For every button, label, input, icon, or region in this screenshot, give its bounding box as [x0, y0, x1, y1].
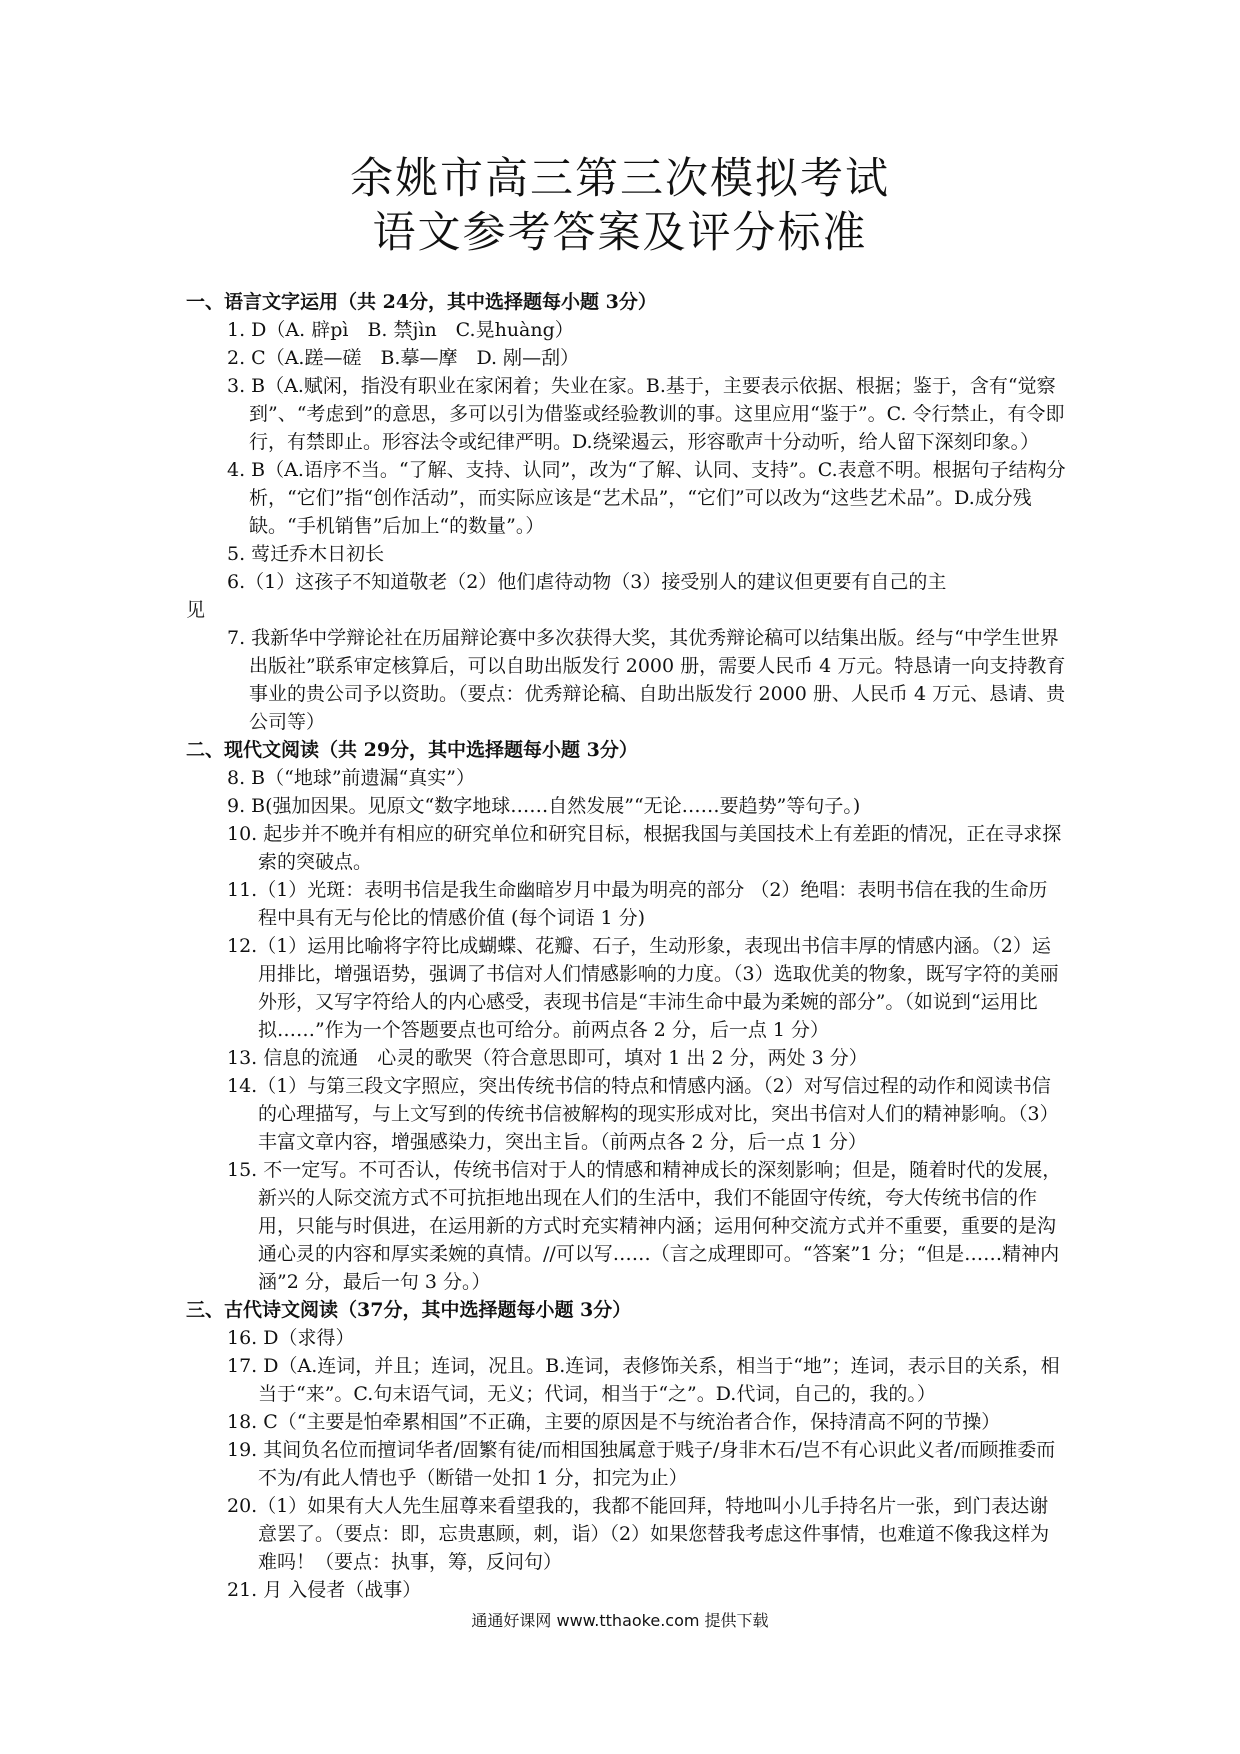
answer-item-6	[186, 568, 1074, 624]
answer-item-2: 2. C（A.蹉—磋 B.摹—摩 D. 剐—刮）	[227, 347, 580, 369]
answer-item-12: 12.（1）运用比喻将字符比成蝴蝶、花瓣、石子，生动形象，表现出书信丰厚的情感内涵。（2）运用排比，增强语势，强调了书信对人们情感影响的力度。（3）选取优美的物象，既写字符的美丽外形，又写字符给人的内心感受，表现书信是“丰沛生命中最为柔婉的部分”。（如说到“运用比拟……”作为一个答题要点也可给分。前两点各 2 分，后一点 1 分）	[227, 935, 1059, 1041]
answer-item-13: 13. 信息的流通 心灵的歌哭（符合意思即可，填对 1 出 2 分，两处 3 分）	[227, 1047, 868, 1069]
section-heading-1: 一、语言文字运用（共 24分，其中选择题每小题 3分）	[186, 291, 657, 313]
answer-item-6-line1: 6.（1）这孩子不知道敬老（2）他们虐待动物（3）接受别人的建议但更要有自己的主	[227, 571, 947, 593]
answer-item-9: 9. B(强加因果。见原文“数字地球……自然发展”“无论……要趋势”等句子。)	[227, 795, 861, 817]
answer-item-15: 15. 不一定写。不可否认，传统书信对于人的情感和精神成长的深刻影响；但是，随着时代的发展，新兴的人际交流方式不可抗拒地出现在人们的生活中，我们不能固守传统，夸大传统书信的作用，只能与时俱进，在运用新的方式时充实精神内涵；运用何种交流方式并不重要，重要的是沟通心灵的内容和厚实柔婉的真情。//可以写……（言之成理即可。“答案”1 分；“但是……精神内涵”2 分，最后一句 3 分。）	[227, 1159, 1062, 1293]
section-heading-2: 二、现代文阅读（共 29分，其中选择题每小题 3分）	[186, 739, 638, 761]
answer-item-19: 19. 其间负名位而擅词华者/固繁有徒/而相国独属意于贱子/身非木石/岂不有心识此义者/而顾推委而不为/有此人情也乎（断错一处扣 1 分，扣完为止）	[227, 1439, 1056, 1489]
answer-item-10: 10. 起步并不晚并有相应的研究单位和研究目标，根据我国与美国技术上有差距的情况，正在寻求探索的突破点。	[227, 823, 1062, 873]
answer-content	[186, 288, 1066, 1604]
download-footer: 通通好课网 www.tthaoke.com 提供下载	[471, 1611, 769, 1630]
section-heading-3: 三、古代诗文阅读（37分，其中选择题每小题 3分）	[186, 1299, 632, 1321]
answer-item-20: 20.（1）如果有大人先生屈尊来看望我的，我都不能回拜，特地叫小儿手持名片一张，到门表达谢意罢了。（要点：即，忘贵惠顾，刺，诣）（2）如果您替我考虑这件事情，也难道不像我这样为难吗！（要点：执事，筹，反问句）	[227, 1495, 1050, 1573]
answer-item-21: 21. 月 入侵者（战事）	[227, 1579, 422, 1601]
document-title: 余姚市高三第三次模拟考试	[350, 154, 890, 204]
answer-item-16: 16. D（求得）	[227, 1327, 355, 1349]
answer-item-11: 11.（1）光斑：表明书信是我生命幽暗岁月中最为明亮的部分 （2）绝唱：表明书信在我的生命历程中具有无与伦比的情感价值 (每个词语 1 分)	[227, 879, 1048, 929]
document-subtitle: 语文参考答案及评分标准	[372, 208, 868, 258]
answer-item-6-line2: 见	[186, 599, 206, 621]
answer-item-5: 5. 莺迁乔木日初长	[227, 543, 385, 565]
answer-item-17: 17. D（A.连词，并且；连词，况且。B.连词，表修饰关系，相当于“地”；连词，表示目的关系，相当于“来”。C.句末语气词，无义；代词，相当于“之”。D.代词，自己的，我的。）	[227, 1355, 1060, 1405]
answer-item-7: 7. 我新华中学辩论社在历届辩论赛中多次获得大奖，其优秀辩论稿可以结集出版。经与“中学生世界出版社”联系审定核算后，可以自助出版发行 2000 册，需要人民币 4 万元。特恳请一向支持教育事业的贵公司予以资助。（要点：优秀辩论稿、自助出版发行 2000 册、人民币 4 万元、恳请、贵公司等）	[227, 627, 1066, 733]
answer-item-14: 14.（1）与第三段文字照应，突出传统书信的特点和情感内涵。（2）对写信过程的动作和阅读书信的心理描写，与上文写到的传统书信被解构的现实形成对比，突出书信对人们的精神影响。（3）丰富文章内容，增强感染力，突出主旨。（前两点各 2 分，后一点 1 分）	[227, 1075, 1059, 1153]
answer-item-3: 3. B（A.赋闲，指没有职业在家闲着；失业在家。B.基于，主要表示依据、根据；鉴于，含有“觉察到”、“考虑到”的意思，多可以引为借鉴或经验教训的事。这里应用“鉴于”。C. 令行禁止，有令即行，有禁即止。形容法令或纪律严明。D.绕梁遏云，形容歌声十分动听，给人留下深刻印象。）	[227, 375, 1065, 453]
answer-item-18: 18. C（“主要是怕牵累相国”不正确，主要的原因是不与统治者合作，保持清高不阿的节操）	[227, 1411, 1001, 1433]
answer-item-8: 8. B（“地球”前遗漏“真实”）	[227, 767, 475, 789]
answer-item-1: 1. D（A. 辟pì B. 禁jìn C.晃huàng）	[227, 319, 574, 341]
answer-item-4: 4. B（A.语序不当。“了解、支持、认同”，改为“了解、认同、支持”。C.表意不明。根据句子结构分析，“它们”指“创作活动”，而实际应该是“艺术品”，“它们”可以改为“这些艺术品”。D.成分残缺。“手机销售”后加上“的数量”。）	[227, 459, 1066, 537]
